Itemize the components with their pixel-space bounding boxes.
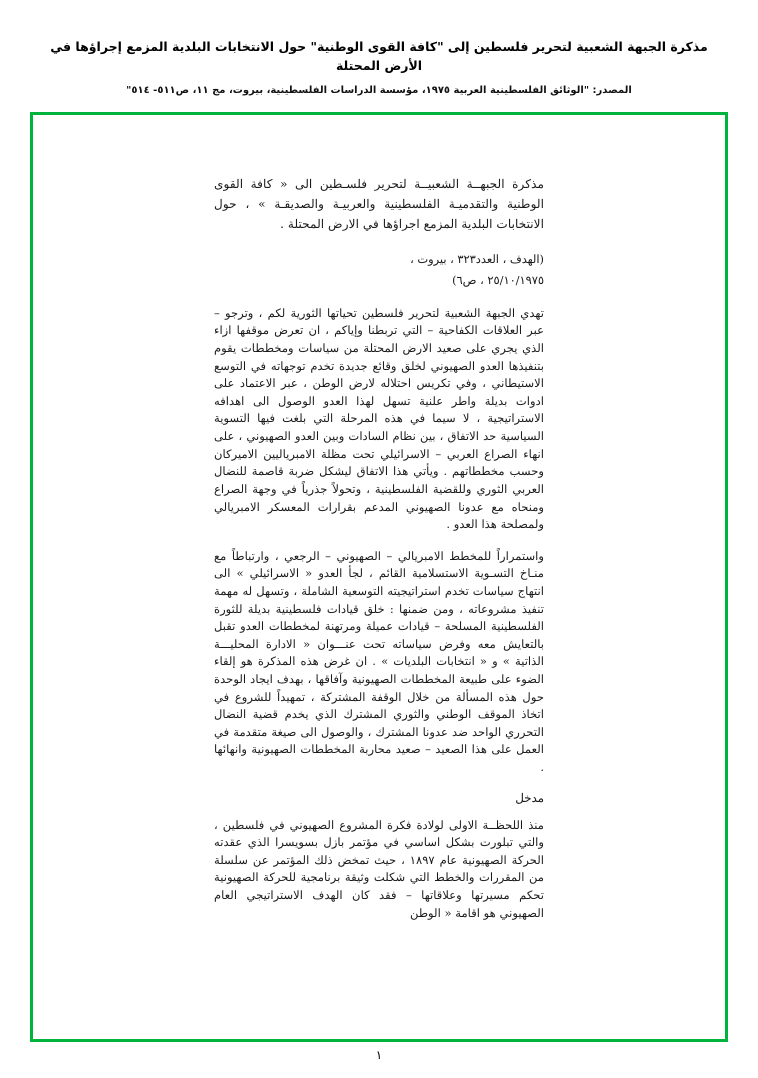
header-source: المصدر: "الوثائق الفلسطينية العربية ١٩٧٥، مؤسسة الدراسات الفلسطينية، بيروت، مج ١١، ص٥١١- ٥١٤" (126, 84, 632, 96)
page-header (0, 0, 758, 98)
text-column (214, 175, 544, 1039)
section-heading: مدخل (515, 790, 544, 805)
reference-line-2: ٢٥/١٠/١٩٧٥ ، ص٦) (452, 272, 544, 287)
reference-line-1: (الهدف ، العدد٣٢٣ ، بيروت ، (410, 252, 544, 267)
reference-block (214, 250, 544, 289)
header-title: مذكرة الجبهة الشعبية لتحرير فلسطين إلى "كافة القوى الوطنية" حول الانتخابات البلدية المزمع إجراؤها في الأرض المحتلة (50, 39, 708, 73)
scanned-page-content (33, 175, 725, 1039)
page-number: ١ (375, 1048, 383, 1062)
document-title: مذكرة الجبهــة الشعبيــة لتحرير فلسـطين الى « كافة القوى الوطنية والتقدميـة الفلسطينية والعربيـة والصديقـة » ، حول الانتخابات البلدية المزمع اجراؤها في الارض المحتلة . (214, 177, 544, 231)
scanned-page-frame (30, 112, 728, 1042)
body-paragraph: تهدي الجبهة الشعبية لتحرير فلسطين تحياتها الثورية لكم ، وترجو – عبر العلاقات الكفاحية – التي تربطنا وإياكم ، ان تعرض موقفها ازاء الذي يجري على صعيد الارض المحتلة من سياسات ومخططات يقوم بتنفيذها العدو الصهيوني لخلق وقائع جديدة تخدم توجهاته في التوسع الاستيطاني ، وفي تكريس احتلاله لارض الوطن ، عبر الاعتماد على ادوات بديلة واطر علنية تسهل لهذا العدو الوصول الى اهدافه الاستراتيجية ، لا سيما في هذه المرحلة التي بلغت فيها التسوية السياسية حد الاتفاق ، بين نظام السادات وبين العدو الصهيوني ، على انهاء الصراع العربي – الاسرائيلي تحت مظلة الامبرياليين الاميركان وحسب مخططاتهم . ويأتي هذا الاتفاق ليشكل ضربة قاصمة للنضال العربي الثوري وللقضية الفلسطينية ، وتحولاً جذرياً في وجهة الصراع ومنحاه مع عدونا الصهيوني المدعم بقرارات المعسكر الامبريالي ولمصلحة هذا العدو . (214, 305, 544, 532)
body-paragraph: منذ اللحظــة الاولى لولادة فكرة المشروع الصهيوني في فلسطين ، والتي تبلورت بشكل اساسي في مؤتمر بازل بسويسرا الذي عقدته الحركة الصهيونية عام ١٨٩٧ ، حيث تمخض ذلك المؤتمر عن سلسلة من المقررات والخطط التي شكلت وثيقة برنامجية للحركة الصهيونية تحكم مسيرتها وعلاقاتها – فقد كان الهدف الاستراتيجي العام الصهيوني هو اقامة « الوطن (214, 817, 544, 920)
body-paragraph: واستمراراً للمخطط الامبريالي – الصهيوني – الرجعي ، وارتباطاً مع منـاخ التسـوية الاستسلامية القائم ، لجأ العدو « الاسرائيلي » الى انتهاج سياسات تخدم استراتيجيته التوسعية الشاملة ، وتسهل له مهمة تنفيذ مشروعاته ، ومن ضمنها : خلق قيادات فلسطينية بديلة للثورة الفلسطينية المسلحة – قيادات عميلة ومرتهنة لمخططات العدو تقبل بالتعايش معه وفرض سياساته تحت عنـــوان « الادارة المحليـــة الذاتية » و « انتخابات البلديات » . ان غرض هذه المذكرة هو إلقاء الضوء على طبيعة المخططات الصهيونية وآفاقها ، بهدف ايجاد الوحدة حول هذه المسألة من خلال الوقفة المشتركة ، تمهيداً للشروع في اتخاذ الموقف الوطني والثوري المشترك الذي يخدم قضية النضال التحرري الواحد ضد عدونا المشترك ، والوصول الى صيغة متقدمة في العمل على هذا الصعيد – صعيد محاربة المخططات الصهيونية وانهائها . (214, 548, 544, 775)
